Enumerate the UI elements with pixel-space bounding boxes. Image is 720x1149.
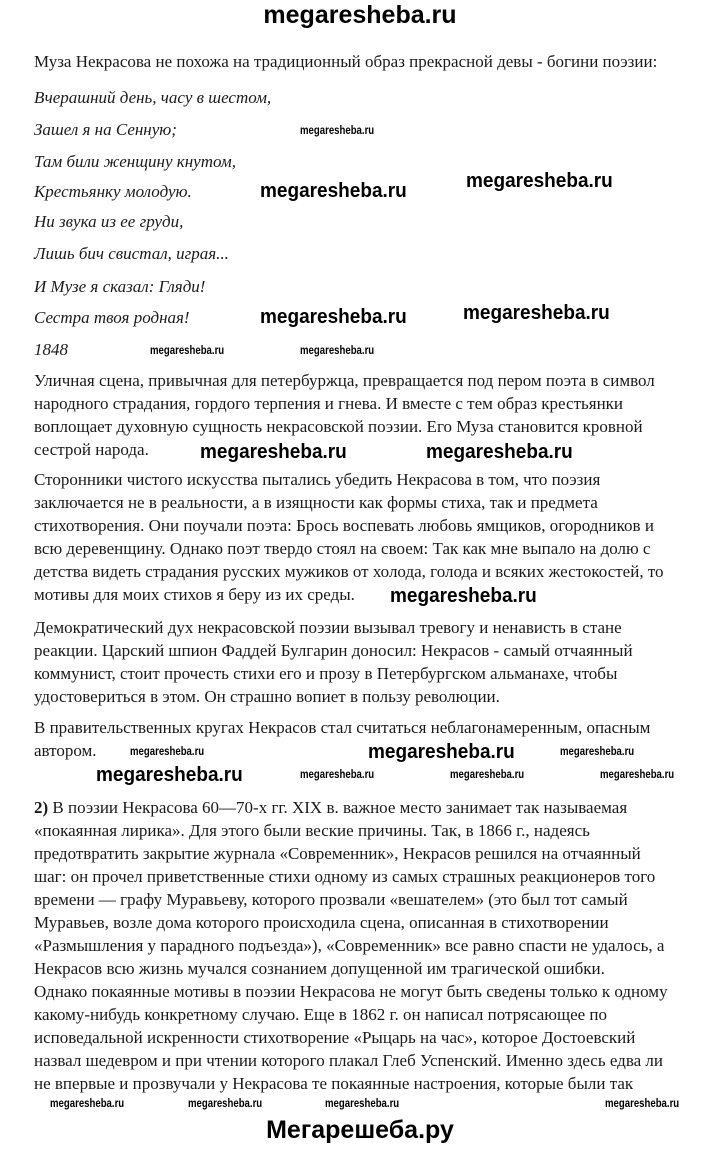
watermark: megaresheba.ru [150, 343, 225, 357]
poem-line: Вчерашний день, часу в шестом, [34, 88, 272, 107]
poem-line: 1848 [34, 340, 68, 359]
watermark: megaresheba.ru [560, 744, 635, 758]
section2-line: Однако покаянные мотивы в поэзии Некрасова не могут быть сведены только к одному [34, 982, 668, 1001]
section2-line: какому-нибудь конкретному случаю. Еще в 1862 г. он написал потрясающее по [34, 1005, 608, 1024]
watermark: megaresheba.ru [260, 180, 407, 202]
watermark: megaresheba.ru [450, 767, 525, 781]
section2-line: не впервые и прозвучали у Некрасова те покаянные настроения, которые были так [34, 1074, 634, 1093]
watermark: megaresheba.ru [188, 1096, 263, 1110]
watermark: megaresheba.ru [96, 764, 243, 786]
section2-line: Муравьев, возле дома которого происходила сцена, описанная в стихотворении [34, 913, 609, 932]
paragraph-line: реакции. Царский шпион Фаддей Булгарин доносил: Некрасов - самый отчаянный [34, 641, 633, 660]
watermark: megaresheba.ru [390, 585, 537, 607]
poem-line: Ни звука из ее груди, [34, 212, 184, 231]
poem-line: Крестьянку молодую. [34, 182, 192, 201]
section2-line: «Размышления у парадного подъезда»), «Современник» все равно спасти не удалось, а [34, 936, 665, 955]
paragraph-line: воплощает духовную сущность некрасовской поэзии. Его Муза становится кровной [34, 417, 643, 436]
watermark: megaresheba.ru [300, 343, 375, 357]
poem-line: Сестра твоя родная! [34, 308, 190, 327]
paragraph-line: мотивы для моих стихов я беру из их среды. [34, 585, 355, 604]
watermark: megaresheba.ru [300, 123, 375, 137]
poem-line: Лишь бич свистал, играя... [34, 244, 229, 263]
paragraph-line: стихотворения. Они поучали поэта: Брось воспевать любовь ямщиков, огородников и [34, 516, 654, 535]
section2-line [34, 798, 627, 818]
paragraph-line: народного страдания, гордого терпения и гнева. И вместе с тем образ крестьянки [34, 394, 624, 413]
watermark: megaresheba.ru [426, 441, 573, 463]
watermark: megaresheba.ru [605, 1096, 680, 1110]
section-number: 2) [34, 798, 49, 817]
watermark: megaresheba.ru [325, 1096, 400, 1110]
paragraph-line: сестрой народа. [34, 440, 149, 459]
watermark: megaresheba.ru [130, 744, 205, 758]
section2-text: В поэзии Некрасова 60—70-х гг. XIX в. важное место занимает так называемая [52, 798, 628, 817]
section2-line: исповедальной искренности стихотворение «Рыцарь на час», которое Достоевский [34, 1028, 636, 1047]
watermark: megaresheba.ru [463, 302, 610, 324]
poem-line: И Музе я сказал: Гляди! [34, 277, 206, 296]
paragraph-line: Уличная сцена, привычная для петербуржца, превращается под пером поэта в символ [34, 371, 655, 390]
watermark: megaresheba.ru [600, 767, 675, 781]
watermark: megaresheba.ru [368, 741, 515, 763]
paragraph-line: В правительственных кругах Некрасов стал считаться неблагонамеренным, опасным [34, 718, 651, 737]
paragraph-line: коммунист, стоит прочесть стихи его и прозу в Петербургском альманахе, чтобы [34, 664, 618, 683]
section2-line: предотвратить закрытие журнала «Современник», Некрасов решился на отчаянный [34, 844, 641, 863]
paragraph-line: Демократический дух некрасовской поэзии вызывал тревогу и ненависть в стане [34, 618, 622, 637]
site-header[interactable]: megaresheba.ru [263, 1, 457, 29]
poem-line: Зашел я на Сенную; [34, 120, 177, 139]
section2-line: шаг: он прочел приветственные стихи одному из самых страшных реакционеров того [34, 867, 656, 886]
site-footer[interactable]: Мегарешеба.ру [266, 1116, 454, 1144]
paragraph-line: детства видеть страдания русских мужиков от холода, голода и всяких жестокостей, то [34, 562, 664, 581]
poem-line: Там били женщину кнутом, [34, 152, 236, 171]
paragraph-line: Сторонники чистого искусства пытались убедить Некрасова в том, что поэзия [34, 470, 601, 489]
section2-line: «покаянная лирика». Для этого были веские причины. Так, в 1866 г., надеясь [34, 821, 590, 840]
paragraph-line: автором. [34, 741, 97, 760]
section2-line: назвал шедевром и при чтении которого плакал Глеб Успенский. Именно здесь едва ли [34, 1051, 664, 1070]
paragraph-line: всю деревенщину. Однако поэт твердо стоял на своем: Так как мне выпало на долю с [34, 539, 651, 558]
intro-text: Муза Некрасова не похожа на традиционный образ прекрасной девы - богини поэзии: [34, 52, 658, 71]
watermark: megaresheba.ru [50, 1096, 125, 1110]
watermark: megaresheba.ru [260, 306, 407, 328]
watermark: megaresheba.ru [200, 441, 347, 463]
section2-line: времени — графу Муравьеву, которого прозвали «вешателем» (это был тот самый [34, 890, 628, 909]
section2-line: Некрасов всю жизнь мучался сознанием допущенной им трагической ошибки. [34, 959, 605, 978]
paragraph-line: заключается не в реальности, а в изящности как формы стиха, так и предмета [34, 493, 598, 512]
paragraph-line: удостовериться в этом. Он страшно вопиет в пользу революции. [34, 687, 500, 706]
watermark: megaresheba.ru [466, 170, 613, 192]
watermark: megaresheba.ru [300, 767, 375, 781]
